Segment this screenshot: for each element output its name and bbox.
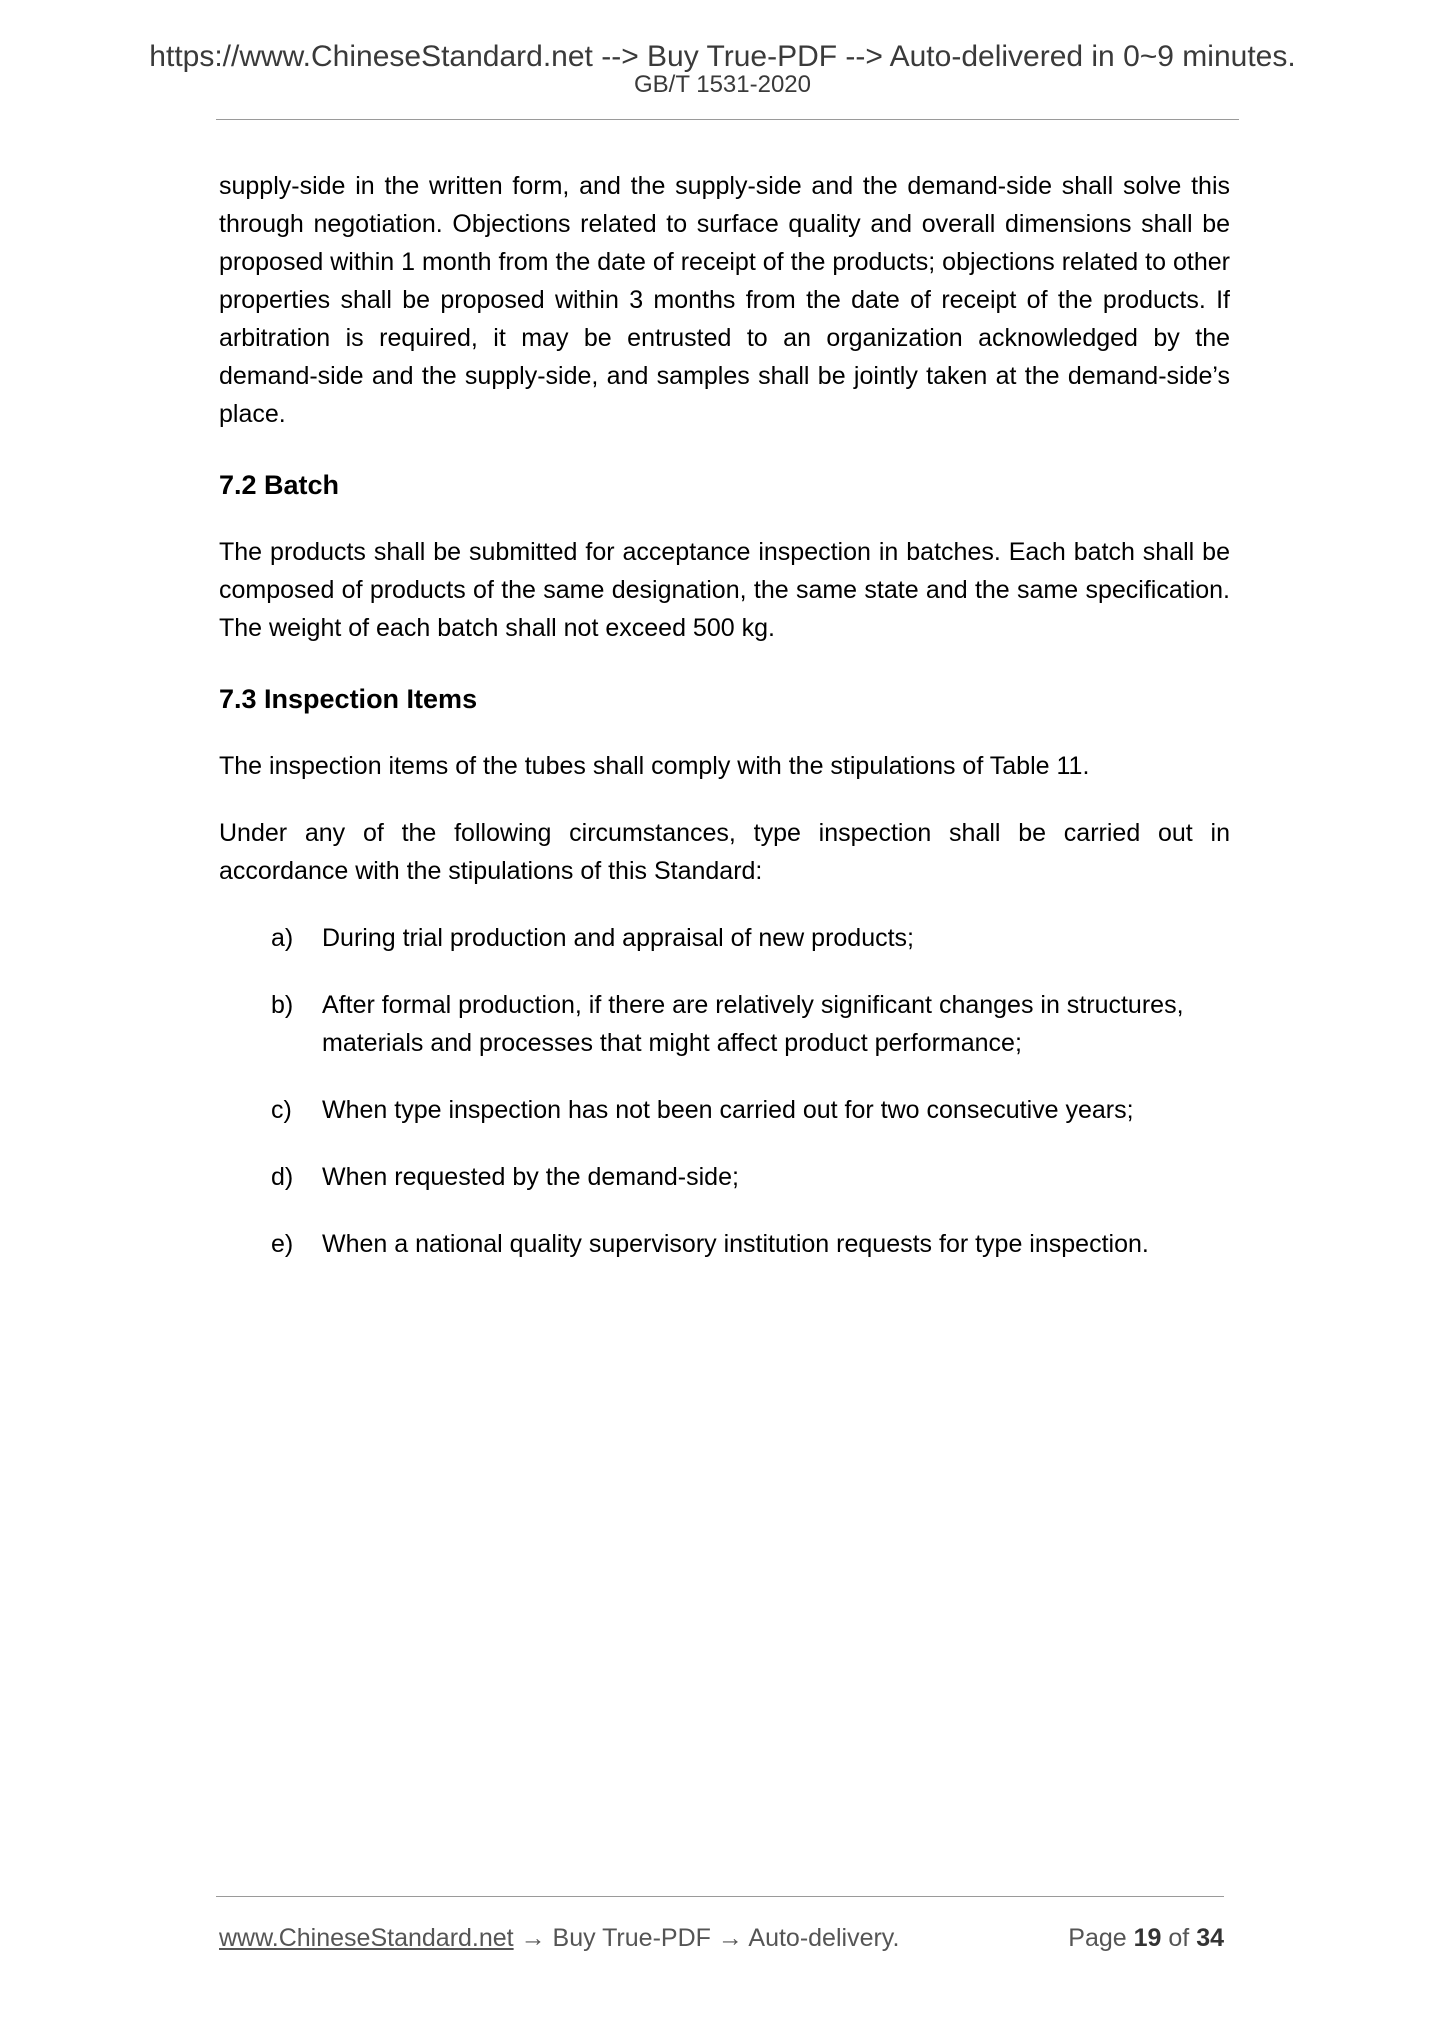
list-item-text: When type inspection has not been carried out for two consecutive years; [322, 1096, 1134, 1124]
list-marker: e) [271, 1230, 294, 1258]
header-divider [216, 119, 1239, 120]
list-marker: b) [271, 991, 294, 1019]
list-item [219, 986, 1230, 1062]
list-item [219, 1225, 1230, 1263]
intro-paragraph: supply-side in the written form, and the supply-side and the demand-side shall solve this through negotiation. Objections related to surface quality and overall dimensions shall be proposed within 1 month from the date of receipt of the products; objections related to other properties shall be proposed within 3 months from the date of receipt of the products. If arbitration is required, it may be entrusted to an organization acknowledged by the demand-side and the supply-side, and samples shall be jointly taken at the demand-side’s place. [219, 172, 1230, 428]
page-indicator [1068, 1922, 1224, 1954]
list-item-text: After formal production, if there are relatively significant changes in structures, materials and processes that might affect product performance; [322, 991, 1184, 1057]
circumstances-list [219, 919, 1230, 1263]
list-item-text: During trial production and appraisal of new products; [322, 924, 915, 952]
batch-paragraph: The products shall be submitted for acceptance inspection in batches. Each batch shall be composed of products of the same designation, the same state and the same specification. The weight of each batch shall not exceed 500 kg. [219, 538, 1230, 642]
list-item-text: When requested by the demand-side; [322, 1163, 739, 1191]
type-inspection-paragraph: Under any of the following circumstances, type inspection shall be carried out in accordance with the stipulations of this Standard: [219, 819, 1230, 885]
page-content [219, 167, 1230, 1292]
list-marker: d) [271, 1163, 294, 1191]
inspection-items-paragraph: The inspection items of the tubes shall comply with the stipulations of Table 11. [219, 752, 1090, 780]
page-label: Page [1068, 1924, 1127, 1952]
section-heading-batch: 7.2 Batch [219, 470, 340, 500]
standard-code: GB/T 1531-2020 [633, 71, 811, 98]
of-label: of [1168, 1924, 1190, 1952]
list-item [219, 919, 1230, 957]
page-number: 19 [1133, 1924, 1162, 1952]
list-item [219, 1091, 1230, 1129]
total-pages: 34 [1196, 1924, 1224, 1952]
section-heading-inspection-items: 7.3 Inspection Items [219, 684, 478, 714]
footer-tagline: → Buy True-PDF → Auto-delivery. [513, 1924, 900, 1952]
list-item-text: When a national quality supervisory institution requests for type inspection. [322, 1230, 1149, 1258]
site-link[interactable]: www.ChineseStandard.net [219, 1924, 514, 1952]
source-banner: https://www.ChineseStandard.net --> Buy True-PDF --> Auto-delivered in 0~9 minutes. [149, 40, 1296, 73]
list-marker: a) [271, 924, 294, 952]
footer-source [219, 1922, 899, 1954]
list-item [219, 1158, 1230, 1196]
list-marker: c) [271, 1096, 292, 1124]
footer-divider [216, 1896, 1224, 1897]
